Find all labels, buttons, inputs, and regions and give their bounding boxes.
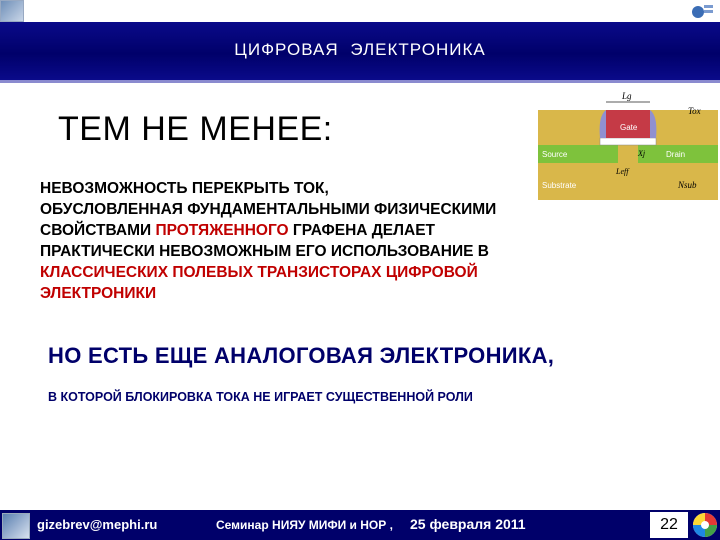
slide-footer — [0, 510, 720, 540]
body-paragraph — [40, 178, 647, 304]
page-number: 22 — [650, 512, 688, 538]
svg-text:Xj: Xj — [638, 149, 646, 158]
svg-text:Nsub: Nsub — [678, 180, 697, 190]
seminar-date: 25 февраля 2011 — [410, 516, 526, 532]
slide-header — [0, 22, 720, 83]
body-line: НЕВОЗМОЖНОСТЬ ПЕРЕКРЫТЬ ТОК, — [40, 180, 329, 197]
header-title: ЦИФРОВАЯ ЭЛЕКТРОНИКА — [234, 40, 486, 59]
highlight-line: КЛАССИЧЕСКИХ ПОЛЕВЫХ ТРАНЗИСТОРАХ ЦИФРОВОЙ — [40, 264, 478, 281]
body-line: ПРАКТИЧЕСКИ НЕВОЗМОЖНЫМ ЕГО ИСПОЛЬЗОВАНИЕ В — [40, 243, 489, 260]
body-text-span: ОБУСЛОВЛЕННАЯ ФУНДАМЕНТАЛЬНЫМИ ФИЗИЧЕСКИМИ — [40, 201, 497, 218]
body-text-span: ГРАФЕНА ДЕЛАЕТ — [288, 222, 436, 239]
seminar-name: Семинар НИЯУ МИФИ и НОР , — [216, 518, 393, 532]
slide-subtitle: ТЕМ НЕ МЕНЕЕ: — [58, 110, 333, 148]
svg-text:Tox: Tox — [688, 106, 701, 116]
analog-subheading: В КОТОРОЙ БЛОКИРОВКА ТОКА НЕ ИГРАЕТ СУЩЕСТВЕННОЙ РОЛИ — [48, 390, 473, 404]
body-line — [40, 199, 647, 220]
body-text-span: СВОЙСТВАМИ — [40, 222, 156, 239]
highlight-line: ЭЛЕКТРОНИКИ — [40, 285, 157, 302]
svg-text:Drain: Drain — [666, 150, 686, 159]
svg-text:Substrate: Substrate — [542, 181, 577, 190]
svg-text:Gate: Gate — [620, 123, 638, 132]
author-email: gizebrev@mephi.ru — [37, 517, 158, 532]
highlight-text: ПРОТЯЖЕННОГО — [155, 222, 289, 239]
color-wheel-icon[interactable] — [692, 512, 718, 538]
institute-logo-icon — [0, 0, 24, 22]
analog-heading: НО ЕСТЬ ЕЩЕ АНАЛОГОВАЯ ЭЛЕКТРОНИКА, — [48, 343, 555, 368]
top-strip — [0, 0, 720, 22]
svg-text:Lg: Lg — [622, 91, 632, 101]
footer-logo-icon — [2, 513, 30, 539]
globe-logo-icon — [690, 2, 714, 20]
svg-text:Source: Source — [542, 150, 568, 159]
svg-text:Leff: Leff — [616, 167, 629, 176]
body-line — [40, 220, 647, 241]
